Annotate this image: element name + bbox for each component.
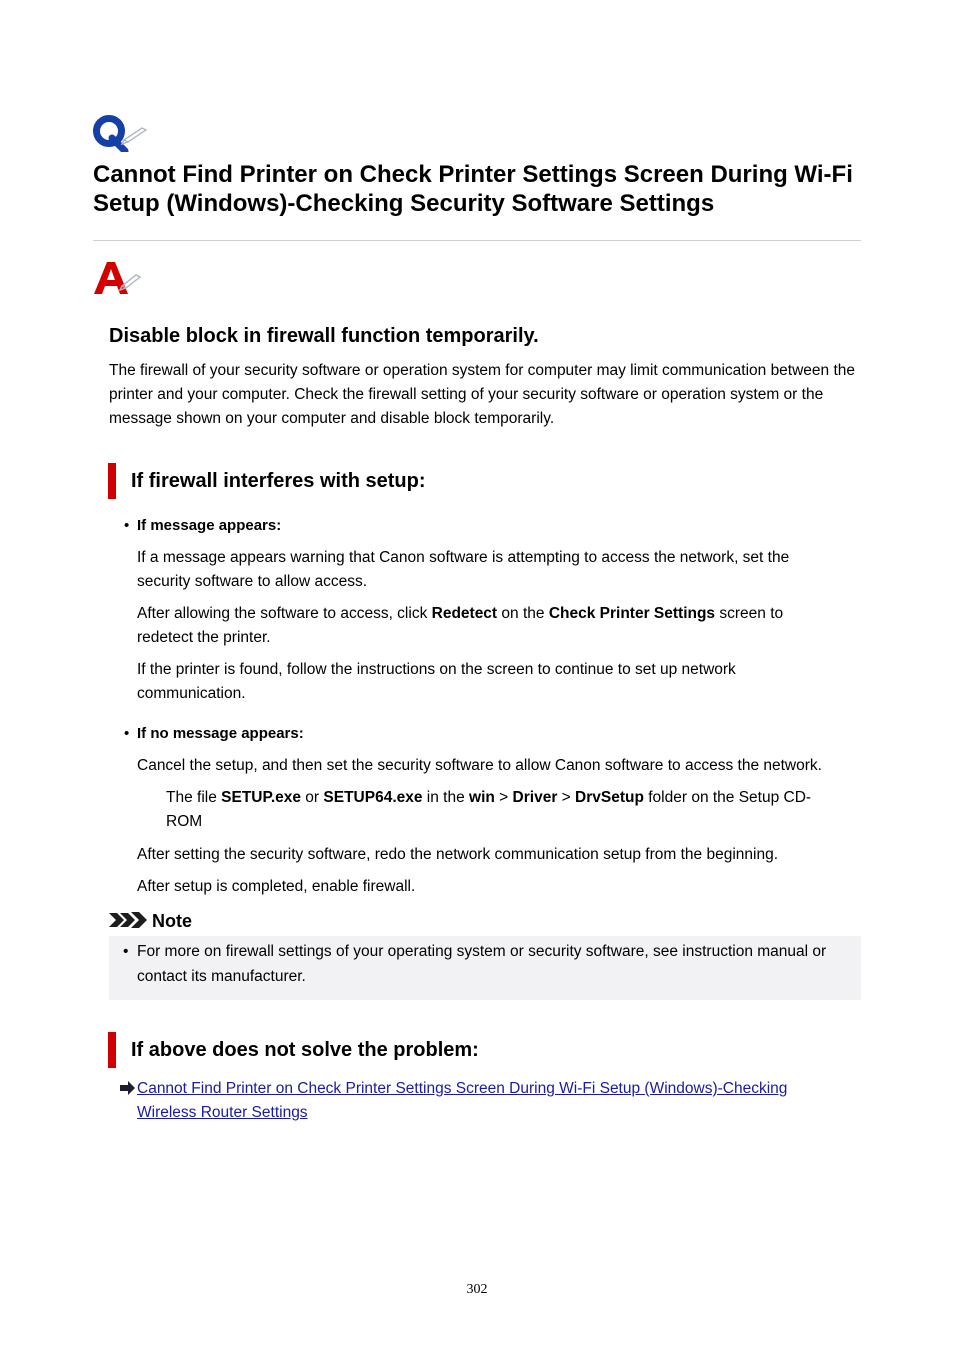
bullet-heading-text: If no message appears: bbox=[137, 725, 304, 742]
page-title: Cannot Find Printer on Check Printer Settings Screen During Wi-Fi Setup (Windows)-Checking Security Software Settings bbox=[93, 161, 853, 217]
section-heading-firewall bbox=[108, 463, 426, 499]
answer-icon bbox=[92, 260, 142, 296]
bullet-dot: • bbox=[124, 517, 130, 534]
text-run: on the bbox=[497, 605, 549, 622]
win-folder-term: win bbox=[469, 789, 495, 806]
note-arrows-icon bbox=[109, 911, 149, 929]
drvsetup-folder-term: DrvSetup bbox=[575, 789, 644, 806]
section-heading-not-solved bbox=[108, 1032, 479, 1068]
note-box bbox=[109, 936, 861, 1000]
question-icon bbox=[92, 114, 148, 152]
text-run: screen to redetect the printer. bbox=[137, 605, 784, 646]
note-item-text: For more on firewall settings of your operating system or security software, see instruction manual or contact its manufacturer. bbox=[137, 943, 827, 985]
wireless-router-settings-link[interactable]: Cannot Find Printer on Check Printer Settings Screen During Wi-Fi Setup (Windows)-Checking Wireless Router Settings bbox=[137, 1080, 788, 1121]
answer-heading: Disable block in firewall function temporarily. bbox=[109, 325, 539, 347]
driver-folder-term: Driver bbox=[512, 789, 558, 806]
bullet-dot: • bbox=[123, 943, 129, 960]
text-run: > bbox=[494, 789, 513, 806]
paragraph: If the printer is found, follow the instructions on the screen to continue to set up network communication. bbox=[137, 661, 736, 702]
check-printer-settings-term: Check Printer Settings bbox=[548, 605, 716, 622]
bullet-heading-message-appears bbox=[124, 515, 281, 537]
title-divider bbox=[93, 240, 861, 241]
arrow-right-icon bbox=[120, 1081, 136, 1095]
paragraph: If a message appears warning that Canon software is attempting to access the network, set the security software to allow access. bbox=[137, 549, 790, 590]
text-run: or bbox=[301, 789, 324, 806]
text-run: folder on the Setup CD-ROM bbox=[166, 789, 812, 830]
paragraph: Cancel the setup, and then set the security software to allow Canon software to access the network. bbox=[137, 757, 822, 774]
text-run: > bbox=[557, 789, 576, 806]
note-label-text: Note bbox=[152, 911, 192, 931]
text-run: in the bbox=[422, 789, 470, 806]
text-run: The file bbox=[166, 789, 222, 806]
paragraph: After setting the security software, redo the network communication setup from the beginning. bbox=[137, 846, 778, 863]
page-number: 302 bbox=[466, 1282, 488, 1297]
section-bar bbox=[108, 1032, 116, 1068]
paragraph: After setup is completed, enable firewall. bbox=[137, 878, 416, 895]
bullet-heading-no-message bbox=[124, 723, 304, 745]
setup64-exe-term: SETUP64.exe bbox=[323, 789, 423, 806]
section-heading-text: If firewall interferes with setup: bbox=[131, 470, 426, 492]
bullet-dot: • bbox=[124, 725, 130, 742]
answer-body: The firewall of your security software or operation system for computer may limit communication between the printer and your computer. Check the firewall setting of your security software or operation system or the message shown on your computer and disable block temporarily. bbox=[109, 362, 856, 427]
paragraph-redetect bbox=[137, 602, 837, 650]
paragraph-setup-file bbox=[166, 786, 846, 834]
bullet-heading-text: If message appears: bbox=[137, 517, 282, 534]
redetect-term: Redetect bbox=[431, 605, 498, 622]
section-bar bbox=[108, 463, 116, 499]
section-heading-text: If above does not solve the problem: bbox=[131, 1039, 479, 1061]
setup-exe-term: SETUP.exe bbox=[221, 789, 301, 806]
text-run: After allowing the software to access, click bbox=[137, 605, 432, 622]
